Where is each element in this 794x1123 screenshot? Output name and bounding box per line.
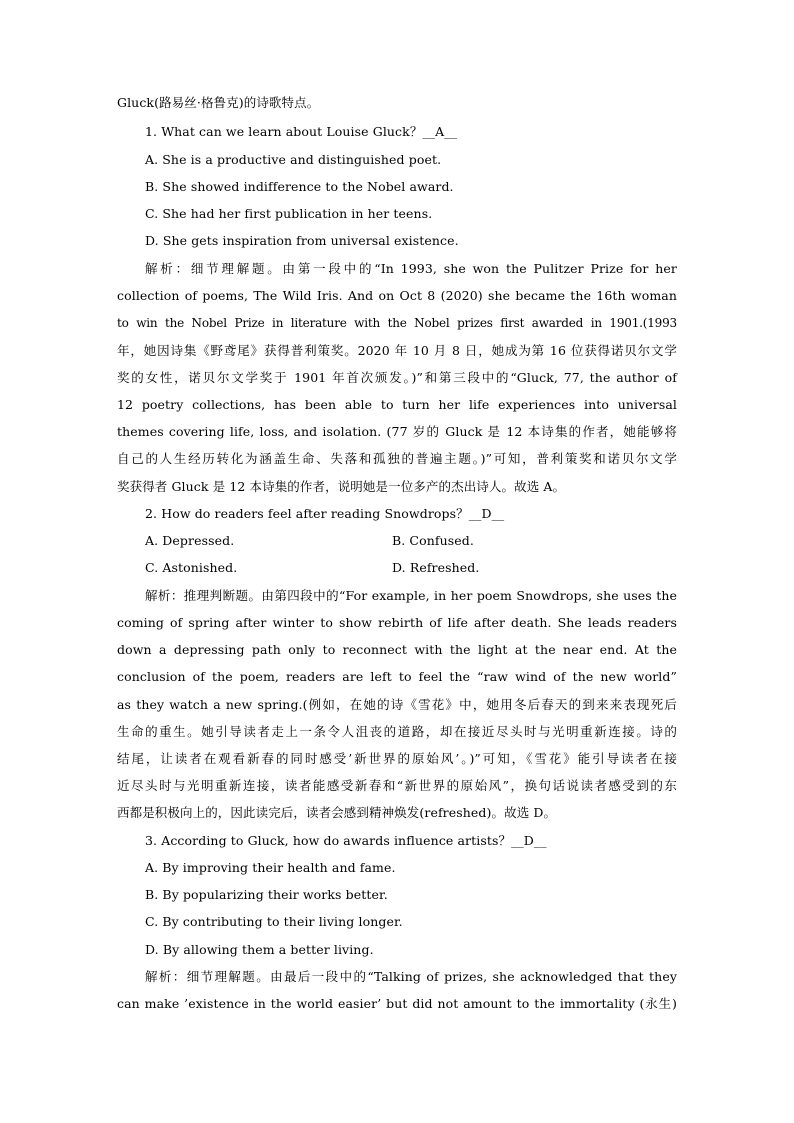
question-3-answer: __D__ — [511, 833, 547, 848]
question-2-stem: 2. How do readers feel after reading Snowdrops？ — [145, 506, 469, 521]
question-1-answer: __A__ — [422, 124, 457, 139]
question-2 — [145, 505, 677, 523]
q1-option-a: A. She is a productive and distinguished poet. — [145, 152, 442, 167]
q1-explanation-line: to win the Nobel Prize in literature with the Nobel prizes first awarded in 1901.(1993 — [117, 316, 677, 330]
q1-option-c: C. She had her first publication in her teens. — [145, 206, 433, 221]
q1-explanation-line: 解析：细节理解题。由第一段中的“In 1993, she won the Pulitzer Prize for her — [145, 261, 677, 276]
q3-explanation-line: 解析：细节理解题。由最后一段中的“Talking of prizes, she acknowledged that they — [145, 969, 677, 984]
question-3-stem: 3. According to Gluck, how do awards influence artists？ — [145, 833, 512, 848]
q1-explanation-line: 奖获得者 Gluck 是 12 本诗集的作者，说明她是一位多产的杰出诗人。故选 A。 — [117, 479, 566, 494]
q2-explanation-line: 生命的重生。她引导读者走上一条令人沮丧的道路，却在接近尽头时与光明重新连接。诗的 — [117, 724, 677, 739]
q1-option-d: D. She gets inspiration from universal existence. — [145, 233, 459, 248]
q2-explanation-line: conclusion of the poem, readers are left to feel the “raw wind of the new world” — [117, 669, 677, 684]
q2-explanation-line: 西都是积极向上的，因此读完后，读者会感到精神焕发(refreshed)。故选 D。 — [117, 805, 557, 820]
q1-explanation-line: 年，她因诗集《野鸢尾》获得普利策奖。2020 年 10 月 8 日，她成为第 16 位获得诺贝尔文学 — [117, 343, 677, 358]
q2-option-b: B. Confused. — [392, 533, 474, 548]
question-1-stem: 1. What can we learn about Louise Gluck？ — [145, 124, 423, 139]
q1-explanation-line: 自己的人生经历转化为涵盖生命、失落和孤独的普遍主题。)”可知，普利策奖和诺贝尔文学 — [117, 451, 677, 466]
question-3 — [145, 832, 677, 850]
q2-option-a: A. Depressed. — [145, 533, 235, 548]
intro-line: Gluck(路易丝·格鲁克)的诗歌特点。 — [117, 95, 320, 110]
question-2-answer: __D__ — [468, 506, 505, 521]
q2-explanation-line: 近尽头时与光明重新连接，读者能感受新春和“新世界的原始风”，换句话说读者感受到的东 — [117, 778, 677, 793]
q2-explanation-line: as they watch a new spring.(例如，在她的诗《雪花》中，她用冬后春天的到来来表现死后 — [117, 697, 677, 712]
q2-explanation-line: coming of spring after winter to show rebirth of life after death. She leads readers — [117, 615, 677, 630]
q1-explanation-line: collection of poems, The Wild Iris. And on Oct 8 (2020) she became the 16th woman — [117, 288, 677, 303]
q3-option-d: D. By allowing them a better living. — [145, 942, 374, 957]
question-1 — [145, 123, 677, 141]
q2-option-c: C. Astonished. — [145, 560, 238, 575]
q1-explanation-line: 12 poetry collections, has been able to turn her life experiences into universal — [117, 397, 677, 412]
q1-option-b: B. She showed indifference to the Nobel award. — [145, 179, 454, 194]
q1-explanation-line: themes covering life, loss, and isolation. (77 岁的 Gluck 是 12 本诗集的作者，她能够将 — [117, 424, 677, 439]
q1-explanation-line: 奖的女性，诺贝尔文学奖于 1901 年首次颁发。)”和第三段中的“Gluck, 77, the author of — [117, 370, 677, 385]
q2-explanation-line: 解析：推理判断题。由第四段中的“For example, in her poem Snowdrops, she uses the — [145, 588, 677, 603]
q2-option-d: D. Refreshed. — [392, 560, 480, 575]
q2-explanation-line: 结尾，让读者在观看新春的同时感受’新世界的原始风’。)”可知，《雪花》能引导读者在接 — [117, 751, 677, 766]
q3-option-c: C. By contributing to their living longer. — [145, 914, 403, 929]
q2-explanation-line: down a depressing path only to reconnect with the light at the near end. At the — [117, 642, 677, 657]
q3-option-a: A. By improving their health and fame. — [145, 860, 396, 875]
q3-option-b: B. By popularizing their works better. — [145, 887, 388, 902]
q3-explanation-line: can make ’existence in the world easier’ but did not amount to the immortality (永生) — [117, 996, 677, 1011]
